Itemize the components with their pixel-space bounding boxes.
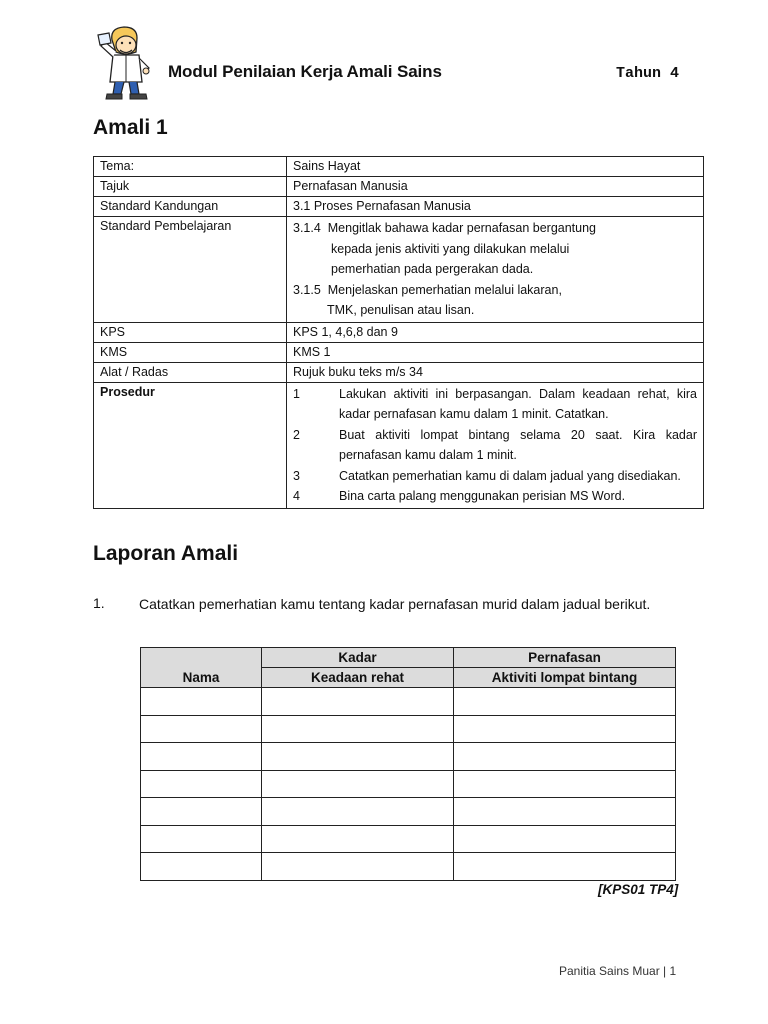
- prosedur-label: Prosedur: [94, 382, 287, 508]
- table-row: [141, 853, 676, 881]
- std-text: kepada jenis aktiviti yang dilakukan melalui: [331, 241, 570, 256]
- std-text: TMK, penulisan atau lisan.: [327, 303, 475, 317]
- question-text: Catatkan pemerhatian kamu tentang kadar pernafasan murid dalam jadual berikut.: [139, 596, 651, 612]
- step-text: Catatkan pemerhatian kamu di dalam jadual yang disediakan.: [339, 468, 681, 483]
- standard-kandungan-label: Standard Kandungan: [94, 197, 287, 217]
- table-row: [94, 157, 704, 177]
- std-text: Mengitlak bahawa kadar pernafasan bergantung: [327, 221, 597, 235]
- procedure-step: [293, 466, 697, 487]
- keadaan-rehat-cell: [262, 743, 454, 771]
- kadar-header: Kadar: [262, 648, 454, 668]
- table-row: [141, 770, 676, 798]
- keadaan-rehat-cell: [262, 770, 454, 798]
- nama-cell: [141, 798, 262, 826]
- keadaan-rehat-cell: [262, 798, 454, 826]
- keadaan-rehat-cell: [262, 715, 454, 743]
- table-row: [94, 362, 704, 382]
- aktiviti-lompat-cell: [454, 743, 676, 771]
- standard-kandungan-value: 3.1 Proses Pernafasan Manusia: [287, 197, 704, 217]
- step-number: 1: [293, 386, 300, 401]
- keadaan-rehat-cell: [262, 853, 454, 881]
- aktiviti-lompat-cell: [454, 715, 676, 743]
- std-text: Menjelaskan pemerhatian melalui lakaran,: [327, 282, 562, 297]
- step-number: 2: [293, 427, 300, 442]
- kms-label: KMS: [94, 342, 287, 362]
- nama-cell: [141, 688, 262, 716]
- std-num: 3.1.4: [293, 221, 321, 235]
- table-row: [94, 197, 704, 217]
- tema-value: Sains Hayat: [287, 157, 704, 177]
- aktiviti-lompat-cell: [454, 825, 676, 853]
- table-row: [94, 322, 704, 342]
- table-row: [141, 825, 676, 853]
- table-row: [141, 715, 676, 743]
- table-row: [94, 342, 704, 362]
- table-row: [94, 217, 704, 323]
- keadaan-rehat-header: Keadaan rehat: [262, 668, 454, 688]
- std-item: [293, 280, 697, 301]
- procedure-step: [293, 425, 697, 466]
- aktiviti-lompat-cell: [454, 853, 676, 881]
- kps-value: KPS 1, 4,6,8 dan 9: [287, 322, 704, 342]
- kps-label: KPS: [94, 322, 287, 342]
- amali-heading: Amali 1: [93, 116, 168, 139]
- table-row: [141, 743, 676, 771]
- info-table: [93, 156, 704, 509]
- table-row: [94, 382, 704, 508]
- standard-pembelajaran-value: [287, 217, 704, 323]
- page-footer: Panitia Sains Muar | 1: [559, 964, 677, 978]
- pernafasan-header: Pernafasan: [454, 648, 676, 668]
- step-text: Bina carta palang menggunakan perisian MS Word.: [339, 489, 626, 503]
- scientist-mascot-icon: [96, 24, 158, 102]
- prosedur-steps: [287, 382, 704, 508]
- document-title: Modul Penilaian Kerja Amali Sains: [168, 62, 442, 81]
- std-num: 3.1.5: [293, 282, 321, 297]
- aktiviti-lompat-cell: [454, 798, 676, 826]
- table-row: [94, 177, 704, 197]
- tajuk-value: Pernafasan Manusia: [287, 177, 704, 197]
- nama-cell: [141, 743, 262, 771]
- table-row: [141, 688, 676, 716]
- observation-table: [140, 647, 676, 881]
- nama-cell: [141, 770, 262, 798]
- keadaan-rehat-cell: [262, 688, 454, 716]
- alat-value: Rujuk buku teks m/s 34: [287, 362, 704, 382]
- year-label: Tahun 4: [616, 65, 680, 82]
- nama-header: Nama: [141, 648, 262, 688]
- kms-value: KMS 1: [287, 342, 704, 362]
- step-number: 3: [293, 468, 300, 483]
- aktiviti-lompat-cell: [454, 688, 676, 716]
- question-number: 1.: [93, 595, 105, 611]
- tajuk-label: Tajuk: [94, 177, 287, 197]
- aktiviti-lompat-cell: [454, 770, 676, 798]
- nama-cell: [141, 853, 262, 881]
- std-item: [293, 218, 697, 239]
- table-header-row: [141, 648, 676, 668]
- procedure-step: [293, 384, 697, 425]
- std-text: pemerhatian pada pergerakan dada.: [331, 262, 534, 276]
- step-text: Lakukan aktiviti ini berpasangan. Dalam keadaan rehat, kira kadar pernafasan kamu dalam 1 minit. Catatkan.: [339, 386, 697, 421]
- aktiviti-lompat-header: Aktiviti lompat bintang: [454, 668, 676, 688]
- tema-label: Tema:: [94, 157, 287, 177]
- observation-body: [141, 688, 676, 881]
- kps-tag: [KPS01 TP4]: [598, 882, 679, 897]
- procedure-step: [293, 486, 697, 507]
- nama-cell: [141, 825, 262, 853]
- step-text: Buat aktiviti lompat bintang selama 20 saat. Kira kadar pernafasan kamu dalam 1 minit.: [339, 427, 697, 462]
- nama-cell: [141, 715, 262, 743]
- step-number: 4: [293, 489, 300, 503]
- laporan-heading: Laporan Amali: [93, 542, 239, 565]
- alat-label: Alat / Radas: [94, 362, 287, 382]
- table-row: [141, 798, 676, 826]
- standard-pembelajaran-label: Standard Pembelajaran: [94, 217, 287, 323]
- keadaan-rehat-cell: [262, 825, 454, 853]
